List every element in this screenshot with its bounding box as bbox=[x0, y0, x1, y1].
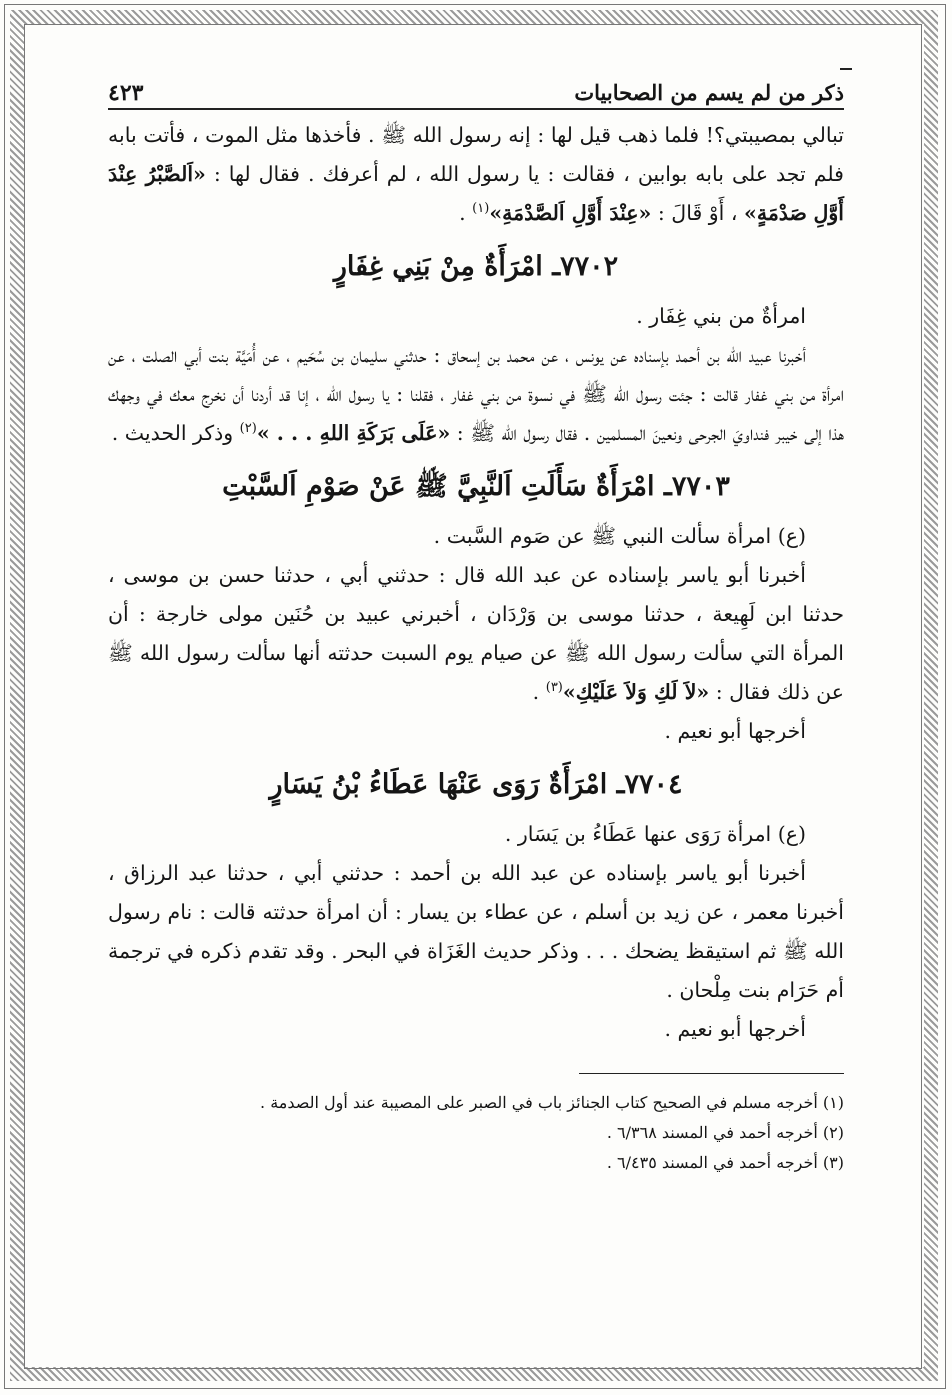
intro-hadith-3: «عِنْدَ أَوَّلِ اَلصَّدْمَةِ» bbox=[489, 201, 652, 225]
entry-subtitle: (ع) امرأة سألت النبي ﷺ عن صَوم السَّبت . bbox=[433, 524, 806, 548]
entry-body bbox=[108, 556, 844, 712]
page-number: ٤٢٣ bbox=[108, 80, 144, 106]
footnote: (١) أخرجه مسلم في الصحيح كتاب الجنائز باب في الصبر على المصيبة عند أول الصدمة . bbox=[260, 1093, 844, 1112]
entry-body bbox=[108, 336, 844, 453]
footnote-ref-1: (١) bbox=[472, 201, 490, 217]
continuation-paragraph bbox=[108, 116, 844, 233]
intro-or-said: ، أَوْ قَالَ : bbox=[657, 201, 738, 225]
entry-closing: أخرجها أبو نعيم . bbox=[664, 1017, 806, 1041]
intro-hadith-1: «اَلصَّبْرُ عِنْدَ أَوَّلِ bbox=[108, 162, 844, 225]
entry-heading: ٧٧٠٤ـ امْرَأَةٌ رَوَى عَنْهَا عَطَاءُ بْنُ يَسَارٍ bbox=[269, 769, 683, 800]
entry-closing: أخرجها أبو نعيم . bbox=[664, 719, 806, 743]
entry-hadith: «عَلَى بَرَكَةِ اللهِ . . . » bbox=[256, 421, 451, 445]
entry-subtitle: (ع) امرأة رَوَى عنها عَطَاءُ بن يَسَار . bbox=[504, 822, 806, 846]
entry-body: أخبرنا أبو ياسر بإسناده عن عبد الله بن أحمد : حدثني أبي ، حدثنا عبد الرزاق ، أخبرنا معمر ، عن زيد بن أسلم ، عن عطاء بن يسار : أن امرأة حدثته قالت : نام رسول الله ﷺ ثم استيقظ يضحك . . . وذكر حديث الغَزَاة في البحر . وقد تقدم ذكره في ترجمة أم حَرَام بنت مِلْحان . bbox=[108, 861, 844, 1002]
entry-heading: ٧٧٠٢ـ امْرَأَةٌ مِنْ بَنِي غِفَارٍ bbox=[333, 251, 619, 282]
entry-7702 bbox=[108, 245, 844, 453]
footnote-ref-3: (٣) bbox=[545, 680, 563, 696]
entry-hadith: «لاَ لَكِ وَلاَ عَلَيْكِ» bbox=[562, 680, 710, 704]
entry-7703 bbox=[108, 465, 844, 751]
entry-subtitle: امرأةٌ من بني غِفَار . bbox=[636, 304, 806, 328]
intro-end: . bbox=[459, 201, 466, 225]
entry-heading: ٧٧٠٣ـ امْرَأَةٌ سَأَلَتِ اَلنَّبِيَّ ﷺ عَنْ صَوْمِ اَلسَّبْتِ bbox=[222, 471, 730, 502]
entry-body-end: وذكر الحديث . bbox=[111, 421, 234, 445]
intro-line-1: تبالي بمصيبتي؟! فلما ذهب قيل لها : إنه رسول الله ﷺ . فأخذها مثل الموت ، فأتت بابه bbox=[108, 123, 844, 147]
page-content bbox=[108, 68, 844, 1328]
entry-body-text: أخبرنا عبيد الله بن أحمد بإسناده عن يونس ، عن محمد بن إسحاق : حدثني سليمان بن سُحَيم ، عن أُمَيَّة بنت أبي الصلت ، عن امرأة من بني غفار قالت : جئت رسول الله ﷺ في نسوة من بني غفار ، فقلنا : يا رسول الله ، إنا قد أردنا أن نخرج معك في وجهك هذا إلى خيبر فنداويَ الجرحى ونعينَ المسلمين . فقال رسول الله ﷺ : bbox=[108, 343, 844, 445]
entry-body-end: . bbox=[532, 680, 540, 704]
running-title: ذكر من لم يسم من الصحابيات bbox=[574, 80, 844, 105]
footnote-separator bbox=[579, 1073, 844, 1074]
header-rule-tick bbox=[840, 68, 852, 70]
entry-7704 bbox=[108, 763, 844, 1049]
entry-body-text: أخبرنا أبو ياسر بإسناده عن عبد الله قال : حدثني أبي ، حدثنا حسن بن موسى ، حدثنا ابن لَهِيعة ، حدثنا موسى بن وَرْدَان ، أخبرني عبيد بن حُنَين مولى خارجة : أن المرأة التي سألت رسول الله ﷺ عن صيام يوم السبت حدثته أنها سألت رسول الله ﷺ عن ذلك فقال : bbox=[108, 563, 844, 704]
footnote-ref-2: (٢) bbox=[239, 421, 257, 437]
intro-line-2: فلم تجد على بابه بوابين ، فقالت : يا رسول الله ، لم أعرفك . فقال لها : bbox=[213, 162, 844, 186]
footnotes bbox=[108, 1088, 844, 1178]
footnote: (٢) أخرجه أحمد في المسند ٦/٣٦٨ . bbox=[606, 1123, 844, 1142]
page-header bbox=[108, 68, 844, 110]
intro-hadith-2: صَدْمَةٍ» bbox=[744, 201, 807, 225]
footnote: (٣) أخرجه أحمد في المسند ٦/٤٣٥ . bbox=[606, 1153, 844, 1172]
